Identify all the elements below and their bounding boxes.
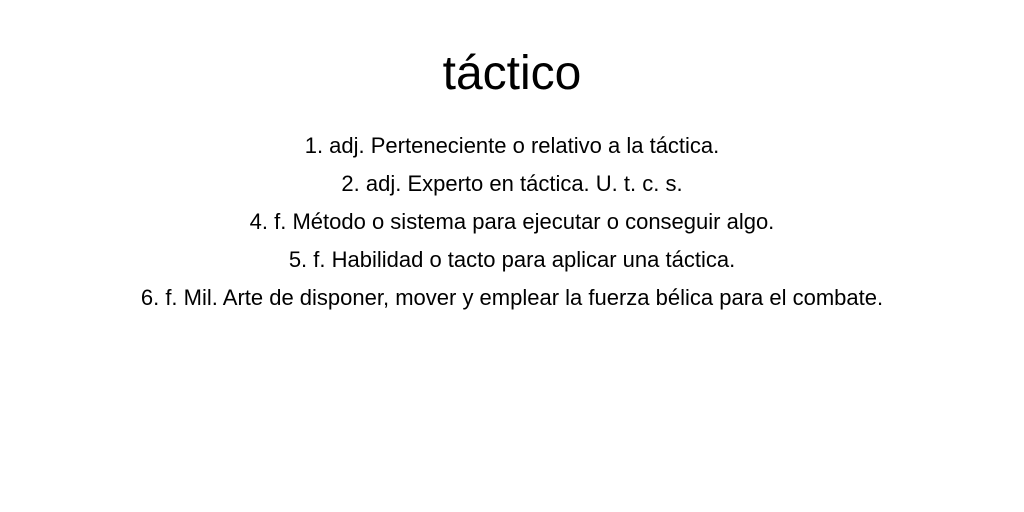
sense-item: 2. adj. Experto en táctica. U. t. c. s. bbox=[341, 171, 683, 196]
sense-item: 1. adj. Perteneciente o relativo a la táctica. bbox=[304, 133, 720, 158]
sense-item: 5. f. Habilidad o tacto para aplicar una táctica. bbox=[288, 247, 736, 272]
sense-item: 4. f. Método o sistema para ejecutar o conseguir algo. bbox=[249, 209, 775, 234]
sense-list bbox=[0, 127, 1024, 317]
headword: táctico bbox=[442, 47, 582, 100]
sense-item: 6. f. Mil. Arte de disponer, mover y emplear la fuerza bélica para el combate. bbox=[140, 285, 884, 310]
